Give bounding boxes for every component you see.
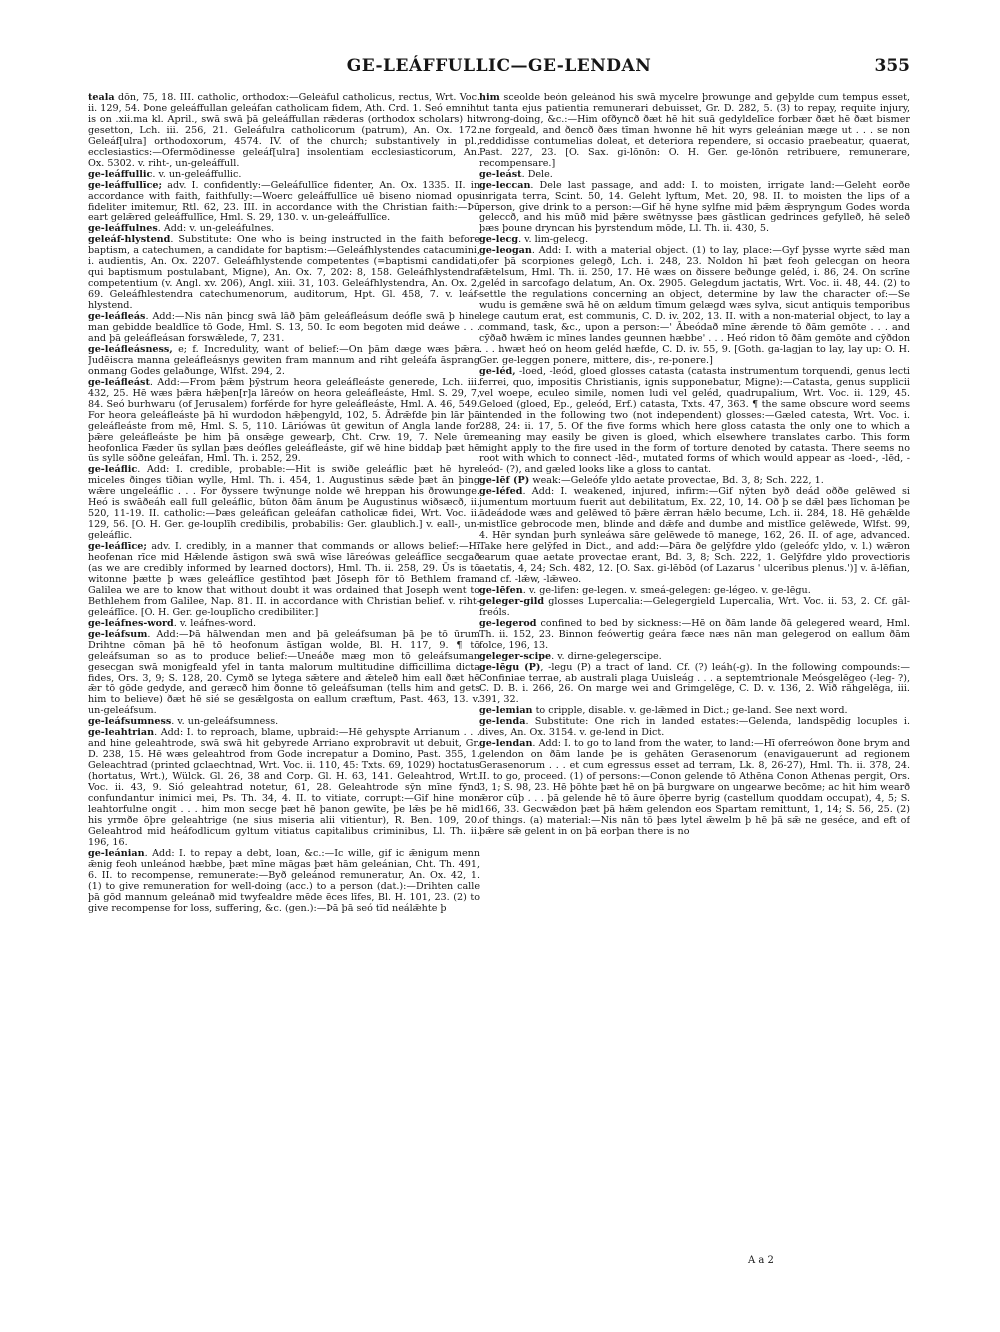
headword: ge-leáffullic [88,168,153,180]
dictionary-entry: ge-leáffullic. v. un-geleáffullic. [88,168,242,180]
dictionary-entry: ge-léd, -loed, -leód, gloed glosses catasta (catasta instrumentum torquendi, genus lecti ferrei, quo, impositis Christianis, ignis supponebatur, Migne):—Catasta, genus supplicii vel woepe, eculeo simile, nomen ludi vel geléd, quadrupalium, Wrt. Voc. ii. 129, 45. Geloed (gloed, Ep., geleód, Erf.) catasta, Txts. 47, 363. ¶ the same obscure word seems intended in the following two (not independent) glosses:—Gæled catesta, Wrt. Voc. i. 288, 24: ii. 17, 5. Of the five forms which here gloss catasta the only one to which a meaning may easily be given is gloed, which elsewhere translates carbo. This form might apply to the fire used in the form of torture denoted by catasta. There seems no root with which to connect -lēd-, mutated forms of which would appear as -loed-, -lēd, -leód- (?), and gæled looks like a gloss to cantat. [479,365,910,476]
dictionary-entry: ge-lecg. v. lim-gelecg. [479,234,589,246]
dictionary-entry: ge-leáfnes-word. v. leáfnes-word. [88,617,257,629]
headword: him [479,93,500,103]
headword: ge-leáflic [88,464,138,476]
headword: ge-leahtrian [88,727,155,739]
page-header [88,56,910,84]
headword: geleger-gild [479,595,545,607]
dictionary-entry: ge-lemian to cripple, disable. v. ge-lǣmed in Dict.; ge-land. See next word. [479,705,848,717]
dictionary-entry: teala dōn, 75, 18. III. catholic, orthodox:—Geleáful catholicus, rectus, Wrt. Voc. ii. 129, 54. Þone geleáffullan geleáfan catholicam fidem, Ath. Crd. 1. Seó emniht is on .xii.ma kl. April., swā swā þā geleáffullan rǣderas (orthodox scholars) hit gesetton, Lch. iii. 256, 21. Geleáfulra catholicorum (patrum), An. Ox. 172. Geleáf[ulra] orthodoxorum, 4574. IV. of the church; substantively in pl., ecclesiastics:—Ofermōdinesse geleáf[ulra] insolentiam ecclesiasticorum, An. Ox. 5302. v. riht-, un-geleáffull. [88,93,480,169]
dictionary-entry: ge-lēfen. v. ge-lifen: ge-legen. v. smeá-gelegen: ge-légeo. v. ge-lēgu. [479,584,811,596]
headword: ge-leáfnes-word [88,617,174,629]
headword: ge-lendan [479,738,533,750]
headword: geleáf-hlystend [88,234,171,246]
dictionary-entry: ge-leáfleást. Add:—From þǣm þȳstrum heora geleáfleáste generede, Lch. iii. 432, 25. Hē wæs þǣra hǣþen[r]a lāreów on heora geleáfleáste, Hml. S. 29, 7, 84. Seó burhwaru (of Jerusalem) forférde for hyre geleáfleáste, Hml. A. 46, 549. For heora geleáfleáste þā hī wurdodon hǣþengyld, 102, 5. Ādrǣfde þin lār þā geleáfleáste from mē, Hml. S. 5, 110. Lāriówas ūt gewitun of Angla lande for þǣre geleáfleáste þe him þā onsǣge gewearþ, Cht. Crw. 19, 7. Nele ūre heofonlica Fæder ūs syllan þæs deófles geleáfleáste, gif wē hine biddaþ þæt hē ūs sylle sōðne geleáfan, Hml. Th. i. 252, 29. [88,376,480,465]
dictionary-entry: ge-leáfsum. Add:—Þā hālwendan men and þā geleáfsuman þā þe tō ūrum Drihtne cōman þā hē tō heofonum āstīgan wolde, Bl. H. 117, 9. ¶ tō geleáfsuman so as to produce belief:—Uneáðe mæg mon tō geleáfsuman gesecgan swā monigfeald yfel in tanta malorum multitudine difficillima dicta fides, Ors. 3, 9; S. 128, 20. Cymð se lytega sǣtere and ǣteleð him eall ðæt hē ǣr tō gōde gedyde, and geræcð him ðonne tō geleáfsuman (tells him and gets him to believe) ðæt hē sié se gesǣlgosta on eallum cræftum, Past. 463, 13. v. un-geleáfsum. [88,628,480,717]
headword: ge-leáffullīce; [88,179,163,191]
left-column [88,93,480,1293]
headword: ge-leáfsumness [88,716,172,728]
dictionary-entry: geleger-gild glosses Lupercalia:—Gelegergield Lupercalia, Wrt. Voc. ii. 53, 2. Cf. gāl-freóls. [479,595,910,618]
headword: ge-leáfleást [88,376,150,388]
headword: geleger-scipe [479,650,552,662]
headword: ge-leáffulnes [88,223,158,235]
headword: ge-lemian [479,705,533,717]
dictionary-entry: ge-lēgu (P), -legu (P) a tract of land. Cf. (?) leáh(-g). In the following compounds:—Confiniae terrae, ab australi plaga Uuisleág . . . a septemtrionale Meósgelēgeo (-leg- ?), C. D. B. i. 266, 26. On marge wei and Grimgelēge, C. D. v. 136, 2. Wið rāhgelēga, iii. 391, 32. [479,661,910,706]
headword: ge-lēgu (P) [479,661,541,673]
dictionary-entry: geleger-scipe. v. dirne-gelegerscipe. [479,650,662,662]
dictionary-entry: geleáf-hlystend. Substitute: One who is being instructed in the faith before baptism, a catechumen, a candidate for baptism:—Geleáfhlystendes catacumini, i. audientis, An. Ox. 2207. Geleáfhlystende competentes (=baptismi candidati, qui baptismum postulabant, Migne), An. Ox. 7, 202: 8, 158. Geleáfhlystendra competentium (v. Angl. xv. 206), Angl. xiii. 31, 103. Geleáfhlystendra, An. Ox. 2, 69. Geleáfhlestendra catechumenorum, auditorum, Hpt. Gl. 458, 7. v. leáf-hlystend. [88,234,480,312]
dictionary-entry: ge-leánian. Add: I. to repay a debt, loan, &c.:—Ic wille, gif ic ǣnigum menn ǣnig feoh unleánod hæbbe, þæt mīne māgas þæt hām geleánian, Cht. Th. 491, 6. II. to recompense, remunerate:—Byð geleánod remuneratur, An. Ox. 42, 1. (1) to give remuneration for well-doing (acc.) to a person (dat.):—Drihten calle þā gōd mannum geleánað mid twyfealdre mēde ēces līfes, Bl. H. 101, 23. (2) to give recompense for loss, suffering, &c. (gen.):—Þā þā seó tīd neálǣhte þ [88,847,480,914]
dictionary-entry: ge-leáfleás. Add:—Nis nān þincg swā lāð þām geleáfleásum deófle swā þ hine man gebidde bealdlīce tō Gode, Hml. S. 13, 50. Ic eom begoten mid deáwe . . . and þā geleáfleásan forswǣlede, 7, 231. [88,311,480,344]
dictionary-entry: ge-leáfsumness. v. un-geleáfsumness. [88,716,279,728]
headword: ge-leáfsum [88,628,148,640]
headword: ge-lēfen [479,584,523,596]
dictionary-entry: ge-lenda. Substitute: One rich in landed estates:—Gelenda, landspēdig locuples i. dives, An. Ox. 3154. v. ge-lend in Dict. [479,716,910,739]
dictionary-entry: ge-leahtrian. Add: I. to reproach, blame, upbraid:—Hē gehyspte Arrianum . . . and hine geleahtrode, swā swā hit gebyrede Arriano exprobravit ut debuit, Gr. D. 238, 15. Hē wæs geleahtrod from Gode increpatur a Domino, Past. 355, 1. Geleachtrad (printed gclaechtnad, Wrt. Voc. ii. 110, 45: Txts. 69, 1029) hoctatus (hortatus, Wrt.), Wülck. Gl. 26, 38 and Corp. Gl. H. 63, 141. Geleahtrod, Wrt. Voc. ii. 43, 9. Sió geleahtrad notetur, 61, 28. Geleahtrode sȳn mīne fȳnd confundantur inimici mei, Ps. Th. 34, 4. II. to vitiate, corrupt:—Gif hine mon leahtorfulne ongit . . . him mon secge þæt hē þanon gewīte, þe lǣs þe hē mid his yrmðe ōþre geleahtrige (ne sius miseria alii vitientur), R. Ben. 109, 20. Geleahtrod mid heáfodlicum gyltum vitiatus capitalibus criminibus, Ll. Th. ii. 196, 16. [88,727,480,848]
headword: ge-legerod [479,617,537,629]
right-column [479,93,910,1293]
dictionary-entry: ge-lēf (P) weak:—Geleófe yldo aetate provectae, Bd. 3, 8; Sch. 222, 1. [479,475,824,487]
dictionary-entry: ge-leccan. Dele last passage, and add: I. to moisten, irrigate land:—Geleht eorðe inrigata terra, Scint. 50, 14. Geleht lyftum, Met. 20, 98. II. to moisten the lips of a person, give drink to a person:—Gif hē hyne sylfne mid þǣm ǣspryngum Godes worda geleccð, and his mūð mid þǣre swētnysse þæs gāstlican gedrinces gefylleð, hē seleð þæs þoune dryncan his þyrstendum mōde, Ll. Th. ii. 430, 5. [479,179,910,235]
headword: ge-leánian [88,847,145,859]
headword: teala [88,93,115,103]
dictionary-entry: ge-leáfleásness, e; f. Incredulity, want of belief:—On þām dæge wæs þǣra Judēiscra manna geleáfleásnys gewiten fram mannum and riht geleáfa āsprang onmang Godes gelaðunge, Wlfst. 294, 2. [88,343,480,377]
headword: ge-lecg [479,234,519,246]
dictionary-entry: ge-leáflīce; adv. I. credibly, in a manner that commands or allows belief:—Hī heofenan rīce mid Hǣlende āstigon swā swā wīse lāreówas geleáflīce secgað (as we are credibly informed by learned doctors), Hml. Th. ii. 258, 29. Ūs is tō witonne þætte þ wæs geleáflīce gestīhtod þæt Jōseph fōr tō Bethlem fram Galilea we are to know that without doubt it was ordained that Joseph went to Bethlehem from Galilee, Nap. 81. II. in accordance with Christian belief. v. riht-geleáflīce. [O. H. Ger. ge-louplīcho credibiliter.] [88,541,480,618]
dictionary-entry: him sceolde beón geleánod his swā mycelre þrowunge and geþylde cum tempus esset, ut tanta ejus patientia remunerari debuisset, Gr. D. 282, 5. (3) to repay, requite injury, wrong-doing, &c.:—Him ofðyncð ðæt hē hit suā gedyldelīce forbær ðæt hē ðæt bismer ne forgeald, and ðencð ðæs tīman hwonne hē hit wyrs geleánian mæge ut . . . se non reddidisse contumelias doleat, et deteriora rependere, si occasio praebeatur, quaerat, Past. 227, 23. [O. Sax. gi-lōnōn: O. H. Ger. ge-lōnōn retribuere, remunerare, recompensare.] [479,93,910,169]
dictionary-entry: ge-leást. Dele. [479,168,553,180]
dictionary-entry: ge-leogan. Add: I. with a material object. (1) to lay, place:—Gyf þysse wyrte sǣd man ofer þā scorpiones gelegð, Lch. i. 248, 23. Noldon hī þæt feoh gelecgan on heora fǣtelsum, Hml. Th. ii. 250, 17. Hē wæs on ðissere beðunge geléd, i. 86, 24. On scrīne geléd in sarcofago delatum, An. Ox. 2905. Gelegdum jactatis, Wrt. Voc. ii. 48, 44. (2) to settle the regulations concerning an object, determine by law the character of:—Se wudu is gemǣne swā hē on ældum tīmum gelægd wæs sylva, sicut antiquis temporibus lege cautum erat, est communis, C. D. iv. 202, 13. II. with a non-material object, to lay a command, task, &c., upon a person:—' Ābeódað mīne ǣrende tō ðām gemōte . . . and cȳðað hwǣm ic mīnes landes geunnen hæbbe' . . . Heó ridon tō ðām gemōte and cȳðdon . . . hwæt heó on heom geléd hæfde, C. D. iv. 55, 9. [Goth. ga-lagjan to lay, lay up: O. H. Ger. ge-leggen ponere, mittere, dis-, re-ponere.] [479,245,910,366]
headword: ge-lēf (P) [479,475,530,487]
headword: ge-léfed [479,486,523,498]
headword: ge-leáflīce; [88,541,147,553]
signature-mark: A a 2 [748,1255,774,1266]
headword: ge-léd, [479,365,516,377]
headword: ge-leást [479,168,522,180]
headword: ge-leogan [479,245,532,257]
dictionary-entry: ge-lendan. Add: I. to go to land from the water, to land:—Hī oferreówon ðone brym and gelendon on ðām lande þe is gehāten Gerasenorum (enavigauerunt ad regionem Gerasenorum . . . et cum egressus esset ad terram, Lk. 8, 26-27), Hml. Th. ii. 378, 24. II. to go, proceed. (1) of persons:—Conon gelende tō Athēna Conon Athenas pergit, Ors. 3, 1; S. 98, 23. Hē þōhte þæt hē on þā burgware on ungearwe becōme; ac hit him wearð ǣror cūþ . . . þā gelende hē tō āure ōþerre byrig (castellum quoddam occupat), 4, 5; S. 166, 33. Gecwǣdon þæt þā hǣm gelendon eos Spartam remittunt, 1, 14; S. 56, 25. (2) of things. (a) material:—Nis nān tō þæs lytel ǣwelm þ hē þā sǣ ne geséce, and eft of þǣre sǣ gelent in on þā eorþan there is no [479,738,910,837]
dictionary-entry: ge-léfed. Add: I. weakened, injured, infirm:—Gif nȳten byð deád oððe gelēwed si jumentum mortuum fuerit aut debilitatum, Ex. 22, 10, 14. Oð þ se dǣl þæs līchoman þe ādeádode wæs and gelēwed tō þǣre ǣrran hǣlo becume, Lch. ii. 284, 18. Hē gehǣlde mistlīce gebrocode men, blinde and dǣfe and dumbe and mistlīce gelēwede, Wlfst. 99, 4. Hēr syndan þurh synleáwa sāre gelēwede tō manege, 162, 26. II. of age, advanced. Take here gelȳfed in Dict., and add:—Þāra ðe gelȳfdre yldo (geleófc yldo, v. l.) wǣron earum quae aetate provectae erant, Bd. 3, 8; Sch. 222, 1. Gelȳfdre yldo provectioris aetatis, 4, 24; Sch. 482, 12. [O. Sax. gi-lēbōd (of Lazarus ' ulceribus plenus.')] v. ā-lēfian, and cf. -lǣw, -lǣweo. [479,486,910,585]
headword: ge-lenda [479,716,526,728]
running-title: GE-LEÁFFULLIC—GE-LENDAN [346,56,652,76]
dictionary-entry: ge-leáffullīce; adv. I. confidently:—Geleáfullīce fidenter, An. Ox. 1335. II. in accordance with faith, faithfully:—Woerc geleáffullīce uē biseno niomad opus fideliter imitemur, Rtl. 62, 23. III. in accordance with the Christian faith:—Þū eart gelǣred geleáffullīce, Hml. S. 29, 130. v. un-geleáffullīce. [88,179,480,224]
dictionary-entry: ge-leáflic. Add: I. credible, probable:—Hit is swiðe geleáflic þæt hē hyre miceles ðinges tīðian wylle, Hml. Th. i. 454, 1. Augustinus sǣde þæt ān þing wǣre ungeleáflic . . . For ðyssere twȳnunge nolde wē hreppan his ðrowunge. Heó is swāðeáh eall full geleáflic, būton ðām ānum þe Augustinus wiðsæcð, ii. 520, 11-19. II. catholic:—Þæs geleáfican geleáfan catholicæ fidei, Wrt. Voc. ii. 129, 56. [O. H. Ger. ge-louplīh credibilis, probabilis: Ger. glaublich.] v. eall-, un-geleáflic. [88,464,480,542]
headword: ge-leáfleás [88,311,146,323]
page-number: 355 [874,56,910,76]
dictionary-entry: ge-leáffulnes. Add: v. un-geleáfulnes. [88,223,275,235]
dictionary-entry: ge-legerod confined to bed by sickness:—Hē on ðām lande ðā gelegered weard, Hml. Th. ii. 152, 23. Binnon feówertig geára fæce næs nān man gelegerod on eallum ðām folce, 196, 13. [479,617,910,651]
headword: ge-leccan [479,179,531,191]
headword: ge-leáfleásness, [88,343,173,355]
